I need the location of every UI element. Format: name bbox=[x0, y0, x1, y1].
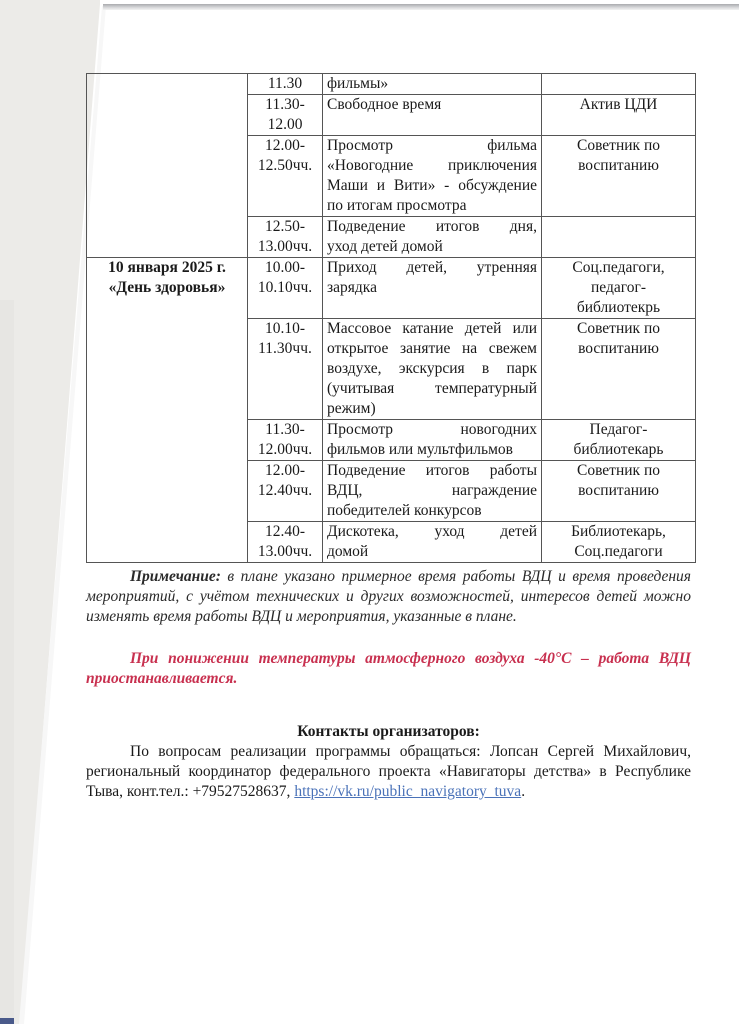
responsible-cell: Педагог- библиотекарь bbox=[542, 420, 696, 461]
note-label: Примечание: bbox=[130, 568, 221, 585]
responsible-cell: Советник по воспитанию bbox=[542, 319, 696, 420]
responsible-cell: Советник по воспитанию bbox=[542, 461, 696, 522]
contacts-paragraph bbox=[86, 742, 691, 802]
time-cell: 12.50- 13.00чч. bbox=[248, 217, 323, 258]
time-cell: 10.00- 10.10чч. bbox=[248, 258, 323, 319]
activity-cell: Приход детей, утренняя зарядка bbox=[323, 258, 542, 319]
activity-cell: Свободное время bbox=[323, 95, 542, 136]
day-cell-previous bbox=[87, 74, 248, 258]
time-cell: 12.00- 12.50чч. bbox=[248, 136, 323, 217]
table-row bbox=[87, 258, 696, 319]
day-title: «День здоровья» bbox=[108, 279, 226, 296]
responsible-cell: Актив ЦДИ bbox=[542, 95, 696, 136]
scan-left-strip bbox=[0, 300, 14, 1024]
time-cell: 10.10- 11.30чч. bbox=[248, 319, 323, 420]
note-text: в плане указано примерное время работы ВДЦ и время проведения мероприятий, с учётом технических и других возможностей, интересов детей можно изменять время работы ВДЦ и мероприятия, указанные в плане. bbox=[86, 568, 691, 625]
temperature-warning bbox=[86, 649, 691, 689]
note-paragraph bbox=[86, 567, 691, 627]
contacts-text: По вопросам реализации программы обращаться: Лопсан Сергей Михайлович, региональный координатор федерального проекта «Навигаторы детства» в Республике Тыва, конт.тел.: +79527528637, bbox=[86, 743, 691, 800]
activity-cell: Массовое катание детей или открытое занятие на свежем воздухе, экскурсия в парк (учитывая температурный режим) bbox=[323, 319, 542, 420]
day-date: 10 января 2025 г. bbox=[108, 259, 226, 276]
day-cell-health-day bbox=[87, 258, 248, 563]
responsible-cell: Библиотекарь, Соц.педагоги bbox=[542, 522, 696, 563]
contacts-period: . bbox=[521, 783, 526, 800]
time-cell: 12.00- 12.40чч. bbox=[248, 461, 323, 522]
time-cell: 11.30- 12.00чч. bbox=[248, 420, 323, 461]
time-cell: 11.30- 12.00 bbox=[248, 95, 323, 136]
table-row bbox=[87, 74, 696, 95]
responsible-cell: Соц.педагоги, педагог- библиотекрь bbox=[542, 258, 696, 319]
contacts-heading: Контакты организаторов: bbox=[297, 723, 480, 740]
activity-cell: Просмотр новогодних фильмов или мультфильмов bbox=[323, 420, 542, 461]
activity-cell: фильмы» bbox=[323, 74, 542, 95]
vk-link[interactable]: https://vk.ru/public_navigatory_tuva bbox=[294, 783, 522, 800]
activity-cell: Подведение итогов дня, уход детей домой bbox=[323, 217, 542, 258]
activity-cell: Подведение итогов работы ВДЦ, награждение победителей конкурсов bbox=[323, 461, 542, 522]
scan-top-edge bbox=[103, 4, 739, 10]
responsible-cell bbox=[542, 217, 696, 258]
activity-cell: Дискотека, уход детей домой bbox=[323, 522, 542, 563]
warning-text: При понижении температуры атмосферного воздуха -40°С – работа ВДЦ приостанавливается. bbox=[86, 650, 691, 687]
activity-cell: Просмотр фильма «Новогодние приключения Маши и Вити» - обсуждение по итогам просмотра bbox=[323, 136, 542, 217]
scan-corner-mark bbox=[0, 1018, 14, 1024]
time-cell: 11.30 bbox=[248, 74, 323, 95]
responsible-cell: Советник по воспитанию bbox=[542, 136, 696, 217]
schedule-table bbox=[86, 73, 696, 563]
time-cell: 12.40- 13.00чч. bbox=[248, 522, 323, 563]
responsible-cell bbox=[542, 74, 696, 95]
